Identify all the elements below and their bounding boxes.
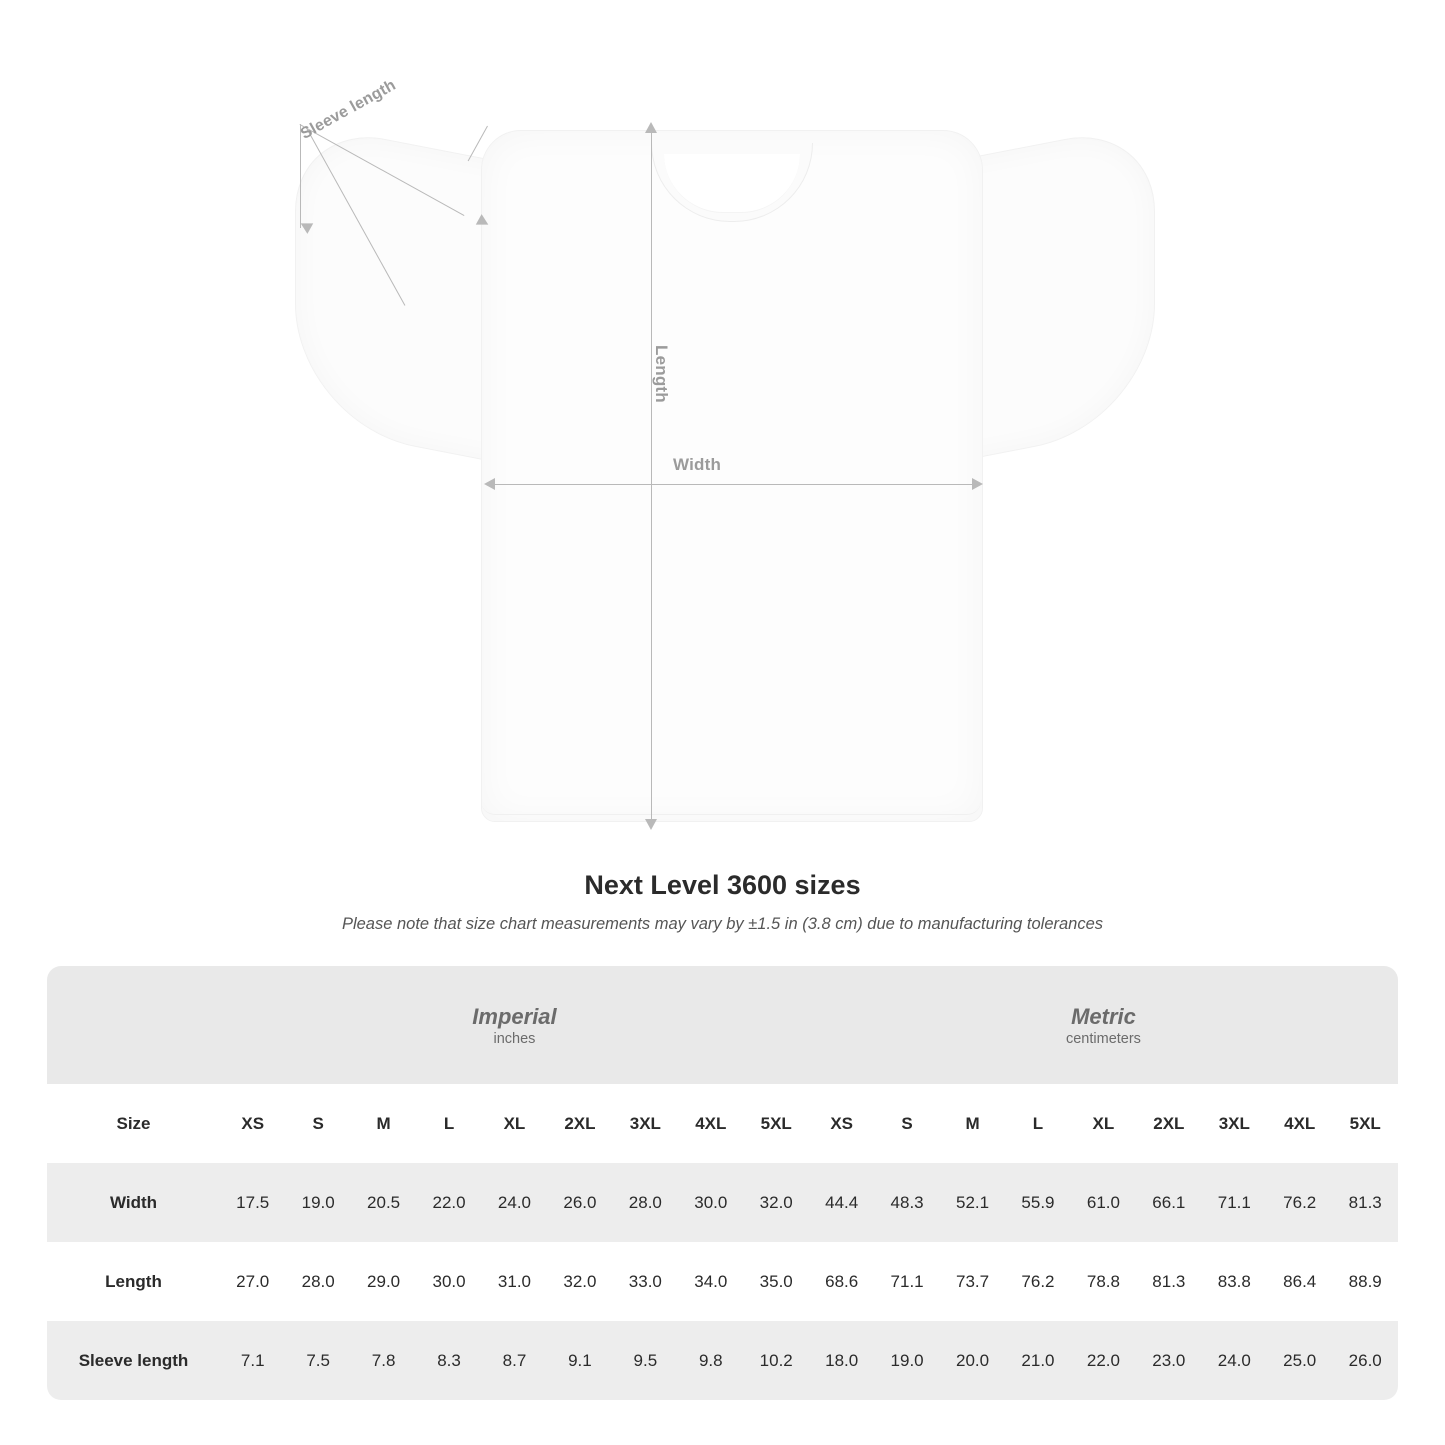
length-imperial-5xl: 35.0 <box>759 1271 793 1291</box>
length-imperial-3xl: 33.0 <box>628 1271 662 1291</box>
chart-heading <box>0 870 1445 934</box>
length-metric-m: 73.7 <box>955 1271 990 1291</box>
sleeve-metric-l: 21.0 <box>1021 1350 1055 1370</box>
size-col-metric-5xl: 5XL <box>1349 1113 1381 1133</box>
length-imperial-s: 28.0 <box>301 1271 335 1291</box>
sleeve-metric-xs: 18.0 <box>825 1350 859 1370</box>
table-row <box>47 1242 1398 1321</box>
sleeve-metric-5xl: 26.0 <box>1348 1350 1382 1370</box>
sleeve-imperial-l: 8.3 <box>437 1350 461 1370</box>
tshirt-hem <box>481 798 981 815</box>
length-metric-2xl: 81.3 <box>1152 1271 1186 1291</box>
length-metric-xs: 68.6 <box>825 1271 859 1291</box>
unit-group-metric-name: Metric <box>1071 1004 1136 1030</box>
length-metric-5xl: 88.9 <box>1348 1271 1382 1291</box>
size-col-metric-l: L <box>1032 1113 1044 1133</box>
length-metric-l: 76.2 <box>1021 1271 1055 1291</box>
size-col-imperial-4xl: 4XL <box>695 1113 727 1133</box>
size-col-imperial-xl: XL <box>503 1113 526 1133</box>
length-imperial-l: 30.0 <box>432 1271 466 1291</box>
width-arrow-left-icon <box>484 478 495 490</box>
sleeve-metric-m: 20.0 <box>955 1350 990 1370</box>
sleeve-imperial-s: 7.5 <box>306 1350 330 1370</box>
size-col-metric-xs: XS <box>830 1113 853 1133</box>
width-metric-l: 55.9 <box>1021 1192 1055 1212</box>
size-col-imperial-l: L <box>443 1113 455 1133</box>
sleeve-imperial-4xl: 9.8 <box>698 1350 723 1370</box>
width-imperial-4xl: 30.0 <box>694 1192 728 1212</box>
size-col-imperial-m: M <box>376 1113 391 1133</box>
length-metric-4xl: 86.4 <box>1283 1271 1317 1291</box>
size-col-metric-4xl: 4XL <box>1284 1113 1316 1133</box>
width-imperial-xs: 17.5 <box>236 1192 270 1212</box>
width-imperial-xl: 24.0 <box>497 1192 532 1212</box>
width-arrow-right-icon <box>972 478 983 490</box>
sleeve-length-label: Sleeve length <box>298 76 399 143</box>
length-label: Length <box>652 345 671 403</box>
width-imperial-s: 19.0 <box>301 1192 335 1212</box>
size-col-imperial-3xl: 3XL <box>629 1113 661 1133</box>
width-imperial-2xl: 26.0 <box>563 1192 597 1212</box>
length-imperial-xl: 31.0 <box>497 1271 532 1291</box>
size-chart-table <box>47 966 1398 1400</box>
length-metric-xl: 78.8 <box>1086 1271 1120 1291</box>
size-col-metric-xl: XL <box>1092 1113 1115 1133</box>
size-header-label: Size <box>116 1113 151 1133</box>
width-metric-s: 48.3 <box>890 1192 924 1212</box>
size-header-row <box>47 1084 1398 1163</box>
sleeve-metric-3xl: 24.0 <box>1217 1350 1251 1370</box>
sleeve-imperial-2xl: 9.1 <box>568 1350 592 1370</box>
tshirt-collar-inner <box>664 154 800 213</box>
sleeve-imperial-5xl: 10.2 <box>759 1350 793 1370</box>
tolerance-note: Please note that size chart measurements may vary by ±1.5 in (3.8 cm) due to manufacturing tolerances <box>341 915 1104 933</box>
row-label-sleeve-length: Sleeve length <box>78 1350 189 1370</box>
unit-group-imperial-name: Imperial <box>472 1004 557 1030</box>
width-imperial-5xl: 32.0 <box>759 1192 793 1212</box>
sleeve-measure-tick <box>300 124 301 228</box>
row-label-length: Length <box>105 1271 162 1291</box>
width-metric-5xl: 81.3 <box>1348 1192 1382 1212</box>
size-col-imperial-5xl: 5XL <box>760 1113 792 1133</box>
width-metric-4xl: 76.2 <box>1283 1192 1317 1212</box>
sleeve-metric-s: 19.0 <box>890 1350 924 1370</box>
sleeve-metric-xl: 22.0 <box>1086 1350 1120 1370</box>
sleeve-imperial-xl: 8.7 <box>502 1350 527 1370</box>
length-arrow-top-icon <box>645 122 657 133</box>
sleeve-imperial-3xl: 9.5 <box>633 1350 658 1370</box>
length-metric-3xl: 83.8 <box>1217 1271 1251 1291</box>
table-row <box>47 1163 1398 1242</box>
length-imperial-4xl: 34.0 <box>694 1271 728 1291</box>
size-col-metric-s: S <box>901 1113 913 1133</box>
length-imperial-xs: 27.0 <box>236 1271 270 1291</box>
unit-group-imperial <box>220 966 809 1084</box>
width-imperial-l: 22.0 <box>432 1192 466 1212</box>
unit-header-empty <box>47 966 220 1084</box>
width-imperial-3xl: 28.0 <box>628 1192 662 1212</box>
unit-group-metric-sub: centimeters <box>1065 1030 1141 1047</box>
size-col-metric-2xl: 2XL <box>1153 1113 1185 1133</box>
width-metric-xl: 61.0 <box>1086 1192 1120 1212</box>
size-chart-table-wrap <box>47 966 1398 1400</box>
sleeve-metric-4xl: 25.0 <box>1283 1350 1317 1370</box>
sleeve-imperial-m: 7.8 <box>371 1350 396 1370</box>
size-col-imperial-2xl: 2XL <box>564 1113 596 1133</box>
width-metric-xs: 44.4 <box>825 1192 859 1212</box>
sleeve-metric-2xl: 23.0 <box>1152 1350 1186 1370</box>
width-metric-3xl: 71.1 <box>1217 1192 1251 1212</box>
width-metric-m: 52.1 <box>955 1192 990 1212</box>
width-label: Width <box>673 455 722 474</box>
width-measure-line <box>490 484 977 485</box>
length-measure-line <box>651 128 652 828</box>
tshirt-body <box>481 130 983 822</box>
length-imperial-m: 29.0 <box>367 1271 401 1291</box>
row-label-width: Width <box>109 1192 158 1212</box>
size-col-imperial-s: S <box>312 1113 324 1133</box>
unit-group-imperial-sub: inches <box>493 1030 536 1047</box>
table-row <box>47 1321 1398 1400</box>
size-col-imperial-xs: XS <box>241 1113 265 1133</box>
length-imperial-2xl: 32.0 <box>563 1271 597 1291</box>
unit-header-row <box>47 966 1398 1084</box>
unit-group-metric <box>809 966 1398 1084</box>
sleeve-imperial-xs: 7.1 <box>240 1350 265 1370</box>
size-col-metric-3xl: 3XL <box>1218 1113 1250 1133</box>
width-metric-2xl: 66.1 <box>1152 1192 1186 1212</box>
width-imperial-m: 20.5 <box>367 1192 401 1212</box>
size-col-metric-m: M <box>965 1113 980 1133</box>
page-title: Next Level 3600 sizes <box>584 870 861 900</box>
length-arrow-bottom-icon <box>645 819 657 830</box>
length-metric-s: 71.1 <box>890 1271 924 1291</box>
tshirt-collar <box>651 143 813 222</box>
